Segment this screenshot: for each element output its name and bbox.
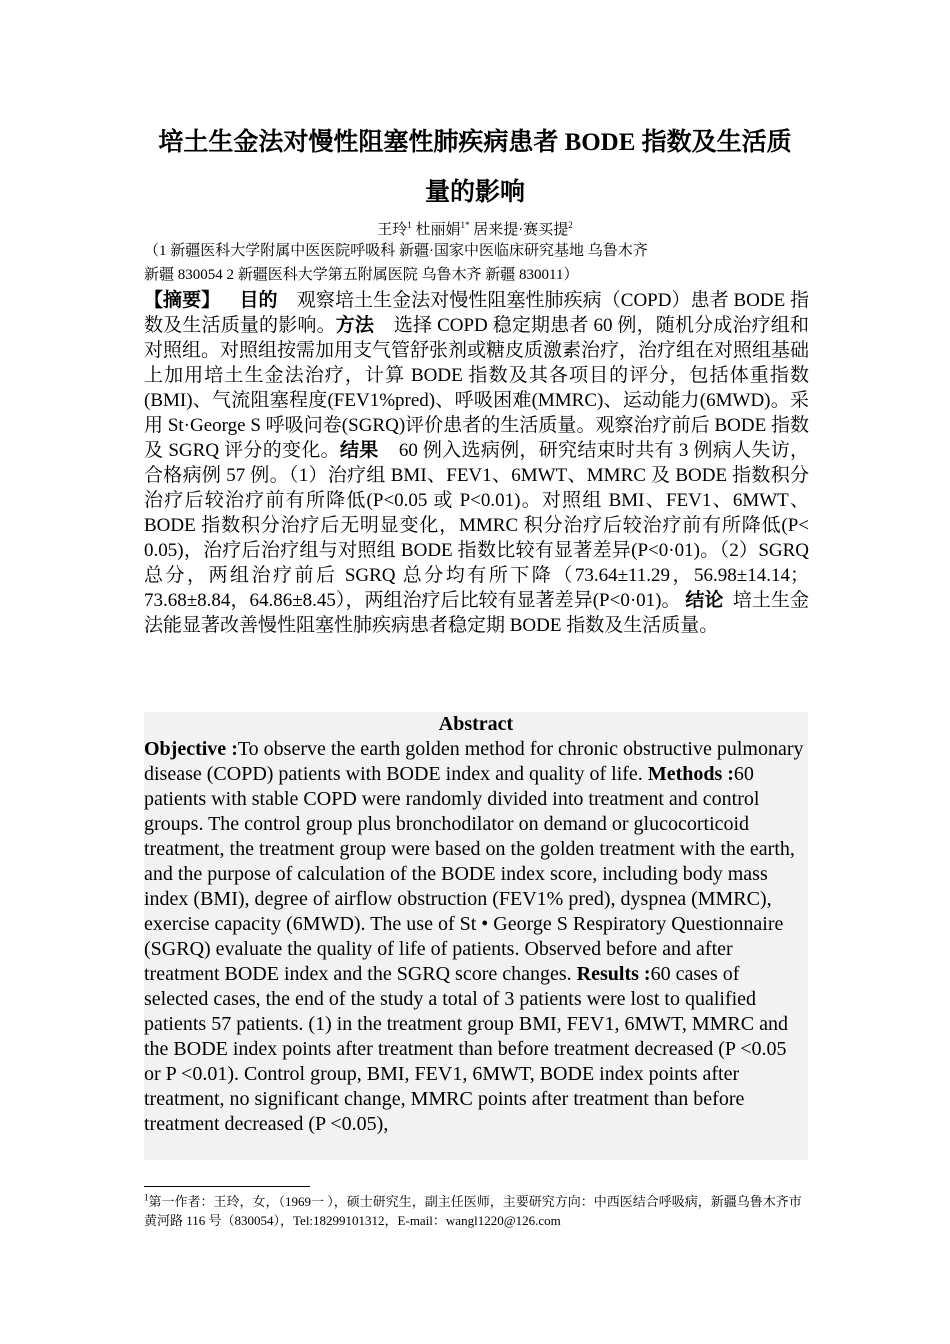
cn-objective-text: 观察培土生金法对慢性阻塞性肺疾病（COPD）患者 BODE 指数及生活质量的影响。 xyxy=(144,290,810,336)
footnote-text: 第一作者：王玲，女，（1969一 ），硕士研究生，副主任医师，主要研究方向：中西医结合呼吸病，新疆乌鲁木齐市黄河路 116 号（830054），Tel:18299101312，E-mail：wangl1220@126.com xyxy=(144,1194,802,1228)
footnote xyxy=(144,1192,809,1230)
author-1-affil-marker: 1 xyxy=(407,220,412,230)
english-abstract-body xyxy=(144,737,808,1137)
cn-conclusion-label: 结论 xyxy=(685,590,724,611)
cn-conclusion-text: 培土生金法能显著改善慢性阻塞性肺疾病患者稳定期 BODE 指数及生活质量。 xyxy=(144,590,809,636)
english-abstract xyxy=(144,712,808,1160)
cn-methods-label: 方法 xyxy=(335,315,375,336)
affiliation-line-1: （1 新疆医科大学附属中医医院呼吸科 新疆·国家中医临床研究基地 乌鲁木齐 xyxy=(144,243,648,259)
author-2: 杜丽娟 xyxy=(411,222,461,238)
en-results-label: Results : xyxy=(576,963,651,985)
author-3: 居来提·赛买提 xyxy=(469,222,569,238)
author-1: 王玲 xyxy=(377,222,408,238)
cn-results-text: 60 例入选病例，研究结束时共有 3 例病人失访，合格病例 57 例。（1）治疗组 BMI、FEV1、6MWT、MMRC 及 BODE 指数积分治疗后较治疗前有所降低(P<0.05 或 P<0.01)。对照组 BMI、FEV1、6MWT、BODE 指数积分治疗后无明显变化，MMRC 积分治疗后较治疗前有所降低(P< 0.05)，治疗后治疗组与对照组 BODE 指数比较有显著差异(P<0·01)。（2）SGRQ 总分，两组治疗前后 SGRQ 总分均有所下降（73.64±11.29，56.98±14.14；73.68±8.84，64.86±8.45），两组治疗后比较有显著差异(P<0·01)。 xyxy=(144,440,809,611)
author-3-affil-marker: 2 xyxy=(568,220,573,230)
en-objective-label: Objective : xyxy=(144,738,238,760)
affiliations xyxy=(144,239,809,287)
cn-objective-label: 目的 xyxy=(239,290,278,311)
title-line-2: 量的影响 xyxy=(424,179,525,206)
chinese-abstract xyxy=(144,288,809,638)
author-list xyxy=(140,219,810,241)
author-2-affil-marker: 1* xyxy=(460,220,470,230)
cn-methods-text: 选择 COPD 稳定期患者 60 例，随机分成治疗组和对照组。对照组按需加用支气管舒张剂或糖皮质激素治疗，治疗组在对照组基础上加用培土生金法治疗，计算 BODE 指数及其各项目的评分，包括体重指数(BMI)、气流阻塞程度(FEV1%pred)、呼吸困难(MMRC)、运动能力(6MWD)。采用 St·George S 呼吸问卷(SGRQ)评价患者的生活质量。观察治疗前后 BODE 指数及 SGRQ 评分的变化。 xyxy=(144,315,810,461)
footnote-marker: 1 xyxy=(144,1192,149,1203)
abstract-heading: Abstract xyxy=(438,713,514,735)
en-methods-text: 60 patients with stable COPD were randomly divided into treatment and control groups. The control group plus bronchodilator on demand or glucocorticoid treatment, the treatment group were based on the golden treatment with the earth, and the purpose of calculation of the BODE index score, including body mass index (BMI), degree of airflow obstruction (FEV1% pred), dyspnea (MMRC), exercise capacity (6MWD). The use of St • George S Respiratory Questionnaire (SGRQ) evaluate the quality of life of patients. Observed before and after treatment BODE index and the SGRQ score changes. xyxy=(144,763,795,985)
en-results-text: 60 cases of selected cases, the end of the study a total of 3 patients were lost to qualified patients 57 patients. (1) in the treatment group BMI, FEV1, 6MWT, MMRC and the BODE index points after treatment than before treatment decreased (P <0.05 or P <0.01). Control group, BMI, FEV1, 6MWT, BODE index points after treatment, no significant change, MMRC points after treatment than before treatment decreased (P <0.05), xyxy=(144,963,788,1135)
en-methods-label: Methods : xyxy=(647,763,734,785)
cn-abstract-label: 【摘要】 xyxy=(144,290,221,311)
footnote-divider xyxy=(144,1186,310,1187)
paper-title xyxy=(140,118,810,218)
cn-results-label: 结果 xyxy=(339,440,379,461)
title-line-1: 培土生金法对慢性阻塞性肺疾病患者 BODE 指数及生活质 xyxy=(158,129,792,156)
en-objective-text: To observe the earth golden method for chronic obstructive pulmonary disease (COPD) patients with BODE index and quality of life. xyxy=(144,738,804,785)
affiliation-line-2: 新疆 830054 2 新疆医科大学第五附属医院 乌鲁木齐 新疆 830011） xyxy=(144,267,579,283)
